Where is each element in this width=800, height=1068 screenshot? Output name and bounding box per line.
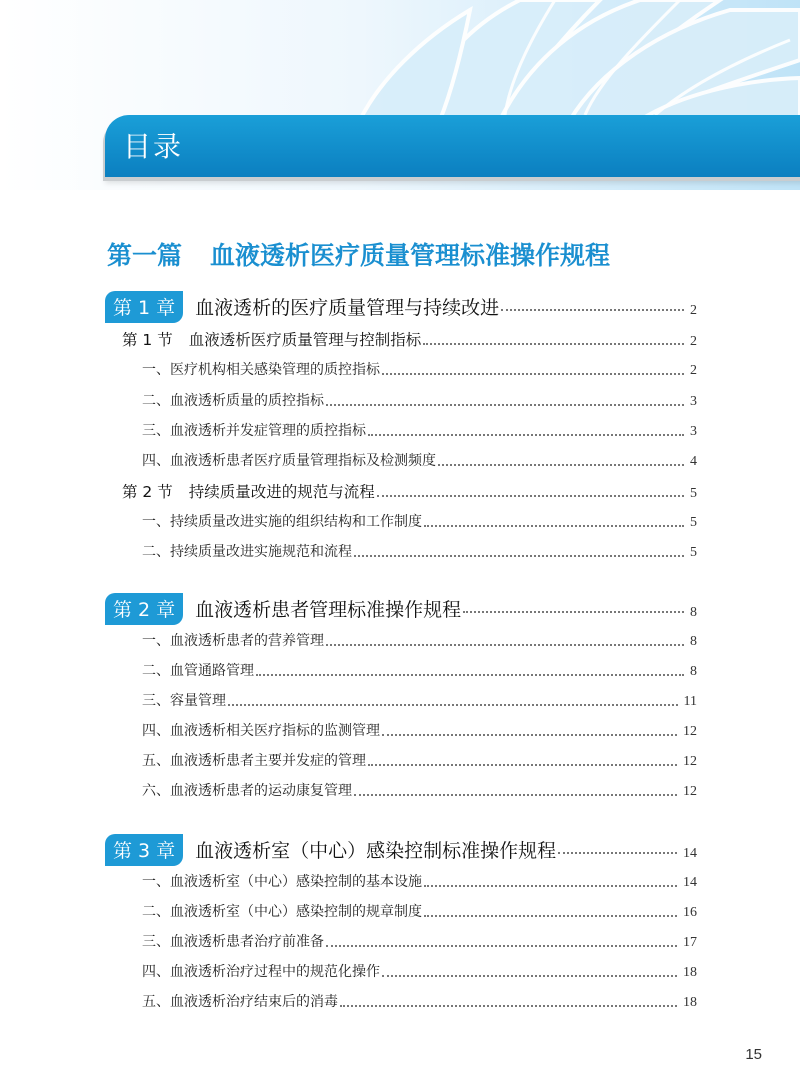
dot-leader [326, 644, 684, 646]
toc-chapter-1[interactable] [105, 291, 697, 321]
section-title: 血液透析医疗质量管理与控制指标 [188, 331, 422, 349]
page-ref: 12 [683, 754, 697, 769]
toc-item[interactable] [142, 961, 697, 983]
page-number: 15 [745, 1046, 762, 1063]
page-ref: 12 [683, 784, 697, 799]
chapter-badge: 第 2 章 [105, 593, 183, 625]
dot-leader [368, 434, 684, 436]
dot-leader [326, 945, 677, 947]
dot-leader [382, 373, 684, 375]
page-ref: 2 [690, 363, 697, 378]
toc-title: 目录 [123, 130, 184, 163]
dot-leader [424, 915, 677, 917]
dot-leader [354, 555, 684, 557]
page-ref: 5 [690, 545, 697, 560]
toc-item[interactable] [142, 511, 697, 533]
chapter-badge: 第 1 章 [105, 291, 183, 323]
toc-item[interactable] [142, 931, 697, 953]
toc-item[interactable] [142, 871, 697, 893]
toc-chapter-2[interactable] [105, 593, 697, 623]
dot-leader [501, 309, 684, 311]
item-title: 五、血液透析患者主要并发症的管理 [142, 753, 366, 769]
part-label: 第一篇 [107, 241, 183, 270]
toc-item[interactable] [142, 359, 697, 381]
toc-item[interactable] [142, 660, 697, 682]
item-title: 二、血管通路管理 [142, 663, 254, 679]
part-title: 血液透析医疗质量管理标准操作规程 [210, 241, 611, 270]
page-ref: 14 [683, 875, 697, 890]
toc-item[interactable] [142, 541, 697, 563]
dot-leader [368, 764, 677, 766]
toc-item[interactable] [142, 780, 697, 802]
page-ref: 3 [690, 394, 697, 409]
page-ref: 17 [683, 935, 697, 950]
page-ref: 3 [690, 424, 697, 439]
page-ref: 18 [683, 995, 697, 1010]
page-ref: 11 [683, 694, 697, 709]
chapter-badge: 第 3 章 [105, 834, 183, 866]
page-ref: 2 [690, 334, 697, 349]
page-ref: 8 [690, 664, 697, 679]
toc-item[interactable] [142, 901, 697, 923]
dot-leader [382, 975, 677, 977]
toc-item[interactable] [142, 991, 697, 1013]
item-title: 三、血液透析患者治疗前准备 [142, 934, 324, 950]
page-ref: 5 [690, 515, 697, 530]
section-title: 持续质量改进的规范与流程 [188, 483, 375, 501]
dot-leader [228, 704, 678, 706]
page-ref: 14 [683, 846, 697, 861]
item-title: 一、血液透析室（中心）感染控制的基本设施 [142, 874, 422, 890]
item-title: 四、血液透析患者医疗质量管理指标及检测频度 [142, 453, 436, 469]
dot-leader [256, 674, 684, 676]
page-ref: 2 [690, 303, 697, 318]
item-title: 六、血液透析患者的运动康复管理 [142, 783, 352, 799]
page-ref: 5 [690, 486, 697, 501]
chapter-title: 血液透析患者管理标准操作规程 [195, 599, 462, 621]
toc-section-1-1[interactable] [122, 328, 697, 352]
item-title: 三、血液透析并发症管理的质控指标 [142, 423, 366, 439]
toc-chapter-3[interactable] [105, 834, 697, 864]
page-ref: 18 [683, 965, 697, 980]
item-title: 二、血液透析质量的质控指标 [142, 393, 324, 409]
item-title: 四、血液透析治疗过程中的规范化操作 [142, 964, 380, 980]
dot-leader [382, 734, 677, 736]
item-title: 一、医疗机构相关感染管理的质控指标 [142, 362, 380, 378]
dot-leader [438, 464, 684, 466]
dot-leader [424, 885, 677, 887]
item-title: 五、血液透析治疗结束后的消毒 [142, 994, 338, 1010]
dot-leader [340, 1005, 677, 1007]
toc-item[interactable] [142, 390, 697, 412]
dot-leader [463, 611, 684, 613]
toc-section-1-2[interactable] [122, 480, 697, 504]
section-number: 第 2 节 [122, 483, 173, 501]
page-ref: 12 [683, 724, 697, 739]
dot-leader [558, 852, 677, 854]
page-ref: 8 [690, 605, 697, 620]
toc-item[interactable] [142, 450, 697, 472]
item-title: 二、持续质量改进实施规范和流程 [142, 544, 352, 560]
chapter-title: 血液透析室（中心）感染控制标准操作规程 [195, 840, 557, 862]
toc-item[interactable] [142, 690, 697, 712]
toc-item[interactable] [142, 630, 697, 652]
dot-leader [326, 404, 684, 406]
item-title: 二、血液透析室（中心）感染控制的规章制度 [142, 904, 422, 920]
item-title: 三、容量管理 [142, 693, 226, 709]
chapter-title: 血液透析的医疗质量管理与持续改进 [195, 297, 500, 319]
page-ref: 4 [690, 454, 697, 469]
toc-item[interactable] [142, 720, 697, 742]
dot-leader [424, 525, 684, 527]
dot-leader [423, 343, 684, 345]
item-title: 一、血液透析患者的营养管理 [142, 633, 324, 649]
section-number: 第 1 节 [122, 331, 173, 349]
item-title: 一、持续质量改进实施的组织结构和工作制度 [142, 514, 422, 530]
dot-leader [377, 495, 684, 497]
toc-item[interactable] [142, 420, 697, 442]
page-ref: 16 [683, 905, 697, 920]
dot-leader [354, 794, 677, 796]
page-ref: 8 [690, 634, 697, 649]
item-title: 四、血液透析相关医疗指标的监测管理 [142, 723, 380, 739]
toc-item[interactable] [142, 750, 697, 772]
